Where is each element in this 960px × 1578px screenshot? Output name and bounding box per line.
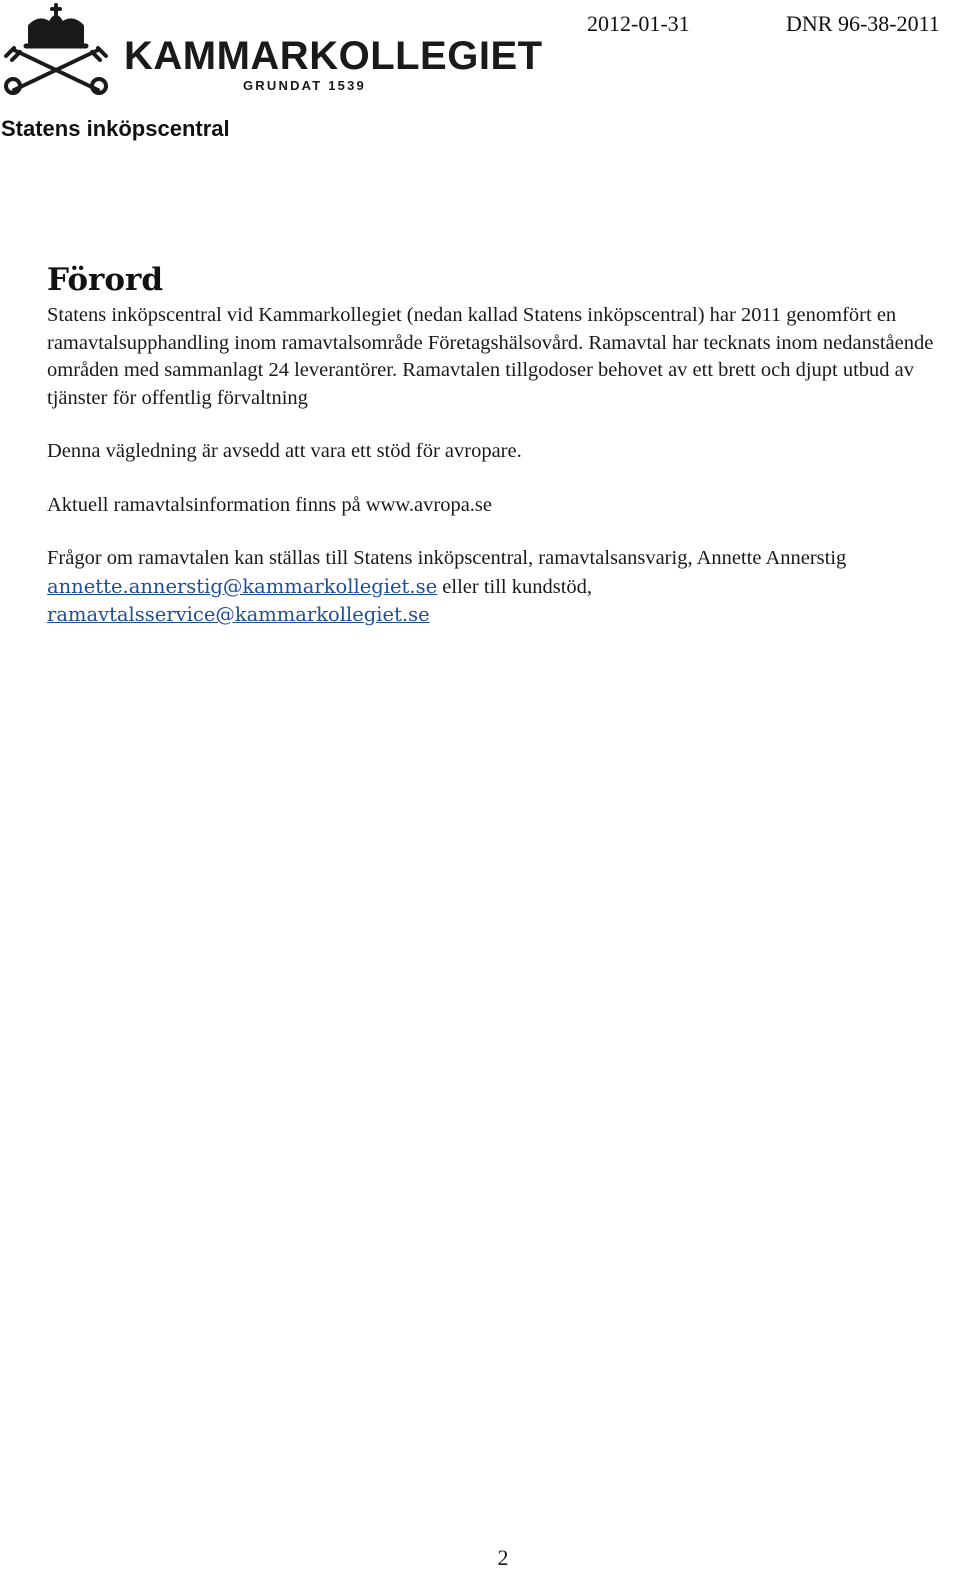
logo-tagline: GRUNDAT 1539	[243, 78, 366, 93]
crown-crossed-keys-icon	[0, 2, 118, 96]
foreword-section	[47, 258, 957, 630]
document-date: 2012-01-31	[587, 11, 690, 36]
kammarkollegiet-logo	[0, 0, 543, 96]
intro-paragraph: Statens inköpscentral vid Kammarkollegiet (nedan kallad Statens inköpscentral) har 2011 genomfört en ramavtalsupphandling inom ramavtalsområde Företagshälsovård. Ramavtal har tecknats inom nedanstående områden med sammanlagt 24 leverantörer. Ramavtalen tillgodoser behovet av ett brett och djupt utbud av tjänster för offentlig förvaltning	[47, 304, 934, 409]
document-dnr: DNR 96-38-2011	[786, 11, 940, 36]
info-paragraph: Aktuell ramavtalsinformation finns på www.avropa.se	[47, 493, 492, 516]
questions-text-middle: eller till kundstöd,	[437, 575, 593, 598]
questions-text-before: Frågor om ramavtalen kan ställas till Statens inköpscentral, ramavtalsansvarig, Annette Annerstig	[47, 547, 847, 569]
guide-paragraph: Denna vägledning är avsedd att vara ett stöd för avropare.	[47, 440, 522, 462]
logo-wordmark: KAMMARKOLLEGIET	[124, 34, 543, 78]
questions-paragraph	[47, 545, 957, 630]
support-email-link[interactable]: ramavtalsservice@kammarkollegiet.se	[47, 603, 430, 626]
contact-email-link[interactable]: annette.annerstig@kammarkollegiet.se	[47, 574, 438, 598]
org-name: Statens inköpscentral	[1, 116, 230, 141]
page-number: 2	[497, 1545, 509, 1570]
section-title: Förord	[47, 262, 164, 298]
